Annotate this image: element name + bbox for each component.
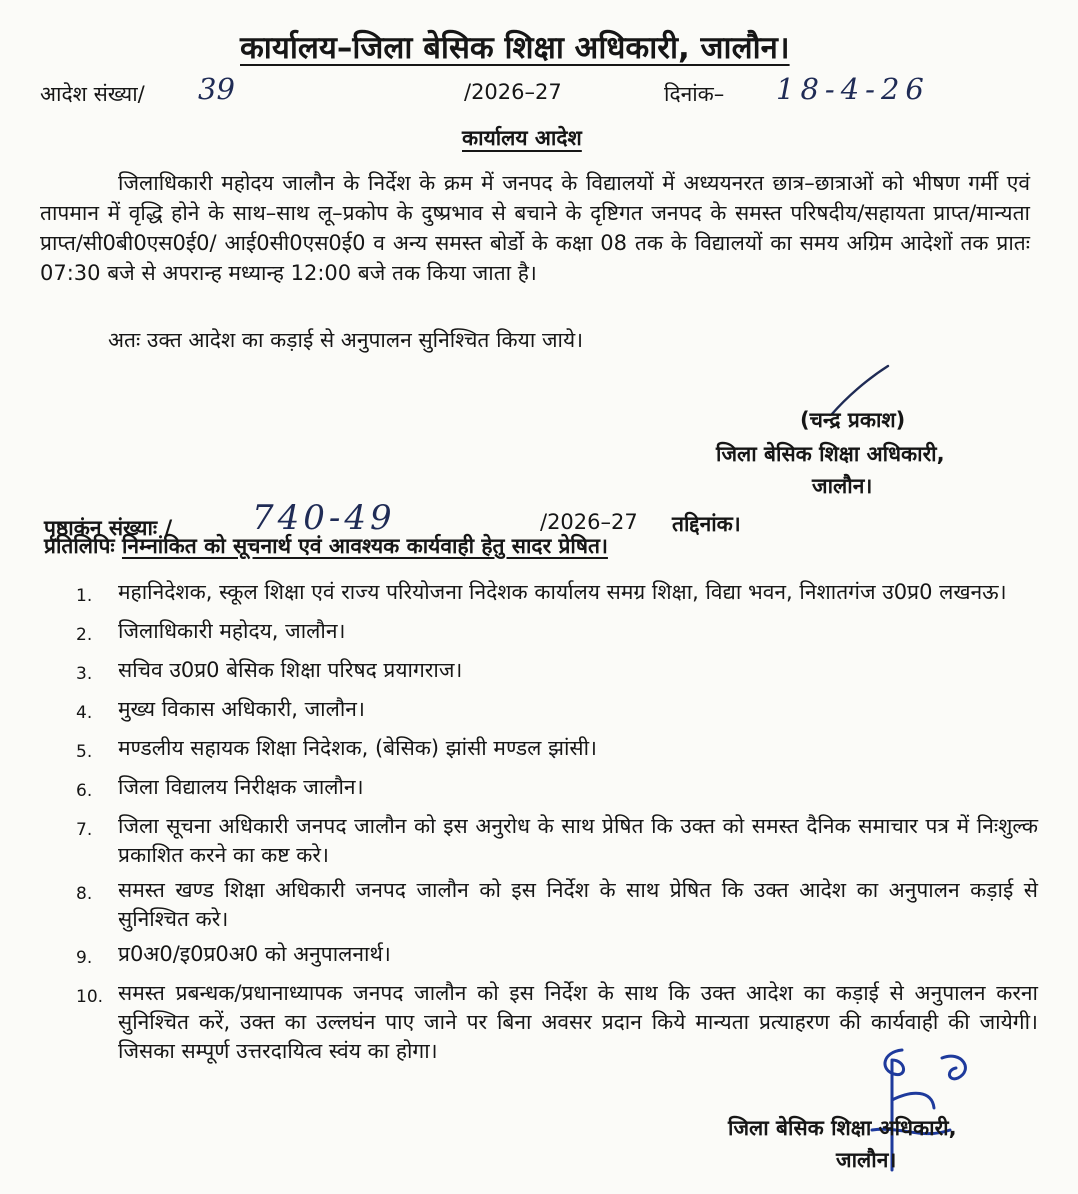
list-item: [76, 773, 1038, 806]
signatory-1-place: जालौन।: [812, 474, 873, 498]
list-item-text: मुख्य विकास अधिकारी, जालौन।: [118, 697, 365, 721]
list-item: [76, 656, 1038, 689]
list-item-number: 7.: [76, 820, 93, 840]
order-subject-title: कार्यालय आदेश: [462, 126, 582, 150]
order-session: /2026–27: [464, 80, 562, 104]
endorsement-date-text: तद्दिनांक।: [672, 512, 741, 536]
list-item-number: 3.: [76, 664, 93, 684]
endorsement-session: /2026–27: [540, 510, 638, 534]
copy-heading: [44, 532, 608, 560]
list-item-text: महानिदेशक, स्कूल शिक्षा एवं राज्य परियोजना निदेशक कार्यालय समग्र शिक्षा, विद्या भवन, निशातगंज उ0प्र0 लखनऊ।: [118, 580, 1007, 604]
list-item-text: जिला सूचना अधिकारी जनपद जालौन को इस अनुरोध के साथ प्रेषित कि उक्त को समस्त दैनिक समाचार पत्र में निःशुल्क प्रकाशित करने का कष्ट करे।: [118, 814, 1038, 867]
copy-text: निम्नांकित को सूचनार्थ एवं आवश्यक कार्यवाही हेतु सादर प्रेषित।: [121, 534, 608, 558]
order-number-label: आदेश संख्या/: [40, 82, 145, 106]
list-item: [76, 876, 1038, 934]
list-item-number: 2.: [76, 625, 93, 645]
list-item-number: 10.: [76, 987, 104, 1007]
signatory-1-designation: जिला बेसिक शिक्षा अधिकारी,: [716, 442, 945, 466]
list-item: [76, 812, 1038, 870]
date-value: 18-4-26: [776, 72, 930, 106]
signatory-2-place: जालौन।: [836, 1148, 897, 1172]
list-item-text: प्र0अ0/इ0प्र0अ0 को अनुपालनार्थ।: [118, 942, 391, 966]
date-label: दिनांक–: [664, 82, 725, 106]
list-item-number: 6.: [76, 781, 93, 801]
list-item: [76, 617, 1038, 650]
recipient-list: [76, 578, 1038, 1072]
signatory-1-name: (चन्द्र प्रकाश): [800, 408, 906, 432]
list-item-text: मण्डलीय सहायक शिक्षा निदेशक, (बेसिक) झांसी मण्डल झांसी।: [118, 736, 597, 760]
list-item-number: 5.: [76, 742, 93, 762]
copy-prefix: प्रतिलिपिः: [44, 534, 115, 558]
list-item-number: 4.: [76, 703, 93, 723]
list-item-text: जिला विद्यालय निरीक्षक जालौन।: [118, 775, 364, 799]
order-body-paragraph: जिलाधिकारी महोदय जालौन के निर्देश के क्रम में जनपद के विद्यालयों में अध्ययनरत छात्र–छात्राओं को भीषण गर्मी एवं तापमान में वृद्धि होने के साथ–साथ लू–प्रकोप के दुष्प्रभाव से बचाने के दृष्टिगत जनपद के समस्त परिषदीय/सहायता प्राप्त/मान्यता प्राप्त/सी0बी0एस0ई0/ आई0सी0एस0ई0 व अन्य समस्त बोर्डो के कक्षा 08 तक के विद्यालयों का समय अग्रिम आदेशों तक प्रातः 07:30 बजे से अपरान्ह मध्यान्ह 12:00 बजे तक किया जाता है।: [40, 171, 1030, 285]
list-item-text: जिलाधिकारी महोदय, जालौन।: [118, 619, 346, 643]
list-item: [76, 578, 1038, 611]
list-item-text: सचिव उ0प्र0 बेसिक शिक्षा परिषद प्रयागराज।: [118, 658, 463, 682]
list-item: [76, 734, 1038, 767]
list-item-number: 1.: [76, 586, 93, 606]
list-item-number: 9.: [76, 948, 93, 968]
office-title: कार्यालय–जिला बेसिक शिक्षा अधिकारी, जालौन।: [240, 30, 790, 66]
endorsement-number-value: 740-49: [252, 498, 396, 538]
order-closing-line: अतः उक्त आदेश का कड़ाई से अनुपालन सुनिश्चित किया जाये।: [108, 328, 584, 352]
order-number-value: 39: [198, 72, 235, 106]
list-item-number: 8.: [76, 884, 93, 904]
list-item: [76, 940, 1038, 973]
signatory-2-designation: जिला बेसिक शिक्षा अधिकारी,: [728, 1116, 957, 1140]
endorsement-label: पृष्ठाकंन संख्याः /: [44, 516, 173, 540]
list-item: [76, 695, 1038, 728]
list-item-text: समस्त प्रबन्धक/प्रधानाध्यापक जनपद जालौन को इस निर्देश के साथ कि उक्त आदेश का कड़ाई से अनुपालन करना सुनिश्चित करें, उक्त का उल्लघंन पाए जाने पर बिना अवसर प्रदान किये मान्यता प्रत्याहरण की कार्यवाही की जायेगी। जिसका सम्पूर्ण उत्तरदायित्व स्वंय का होगा।: [118, 981, 1038, 1063]
list-item-text: समस्त खण्ड शिक्षा अधिकारी जनपद जालौन को इस निर्देश के साथ प्रेषित कि उक्त आदेश का अनुपालन कड़ाई से सुनिश्चित करे।: [118, 878, 1038, 931]
